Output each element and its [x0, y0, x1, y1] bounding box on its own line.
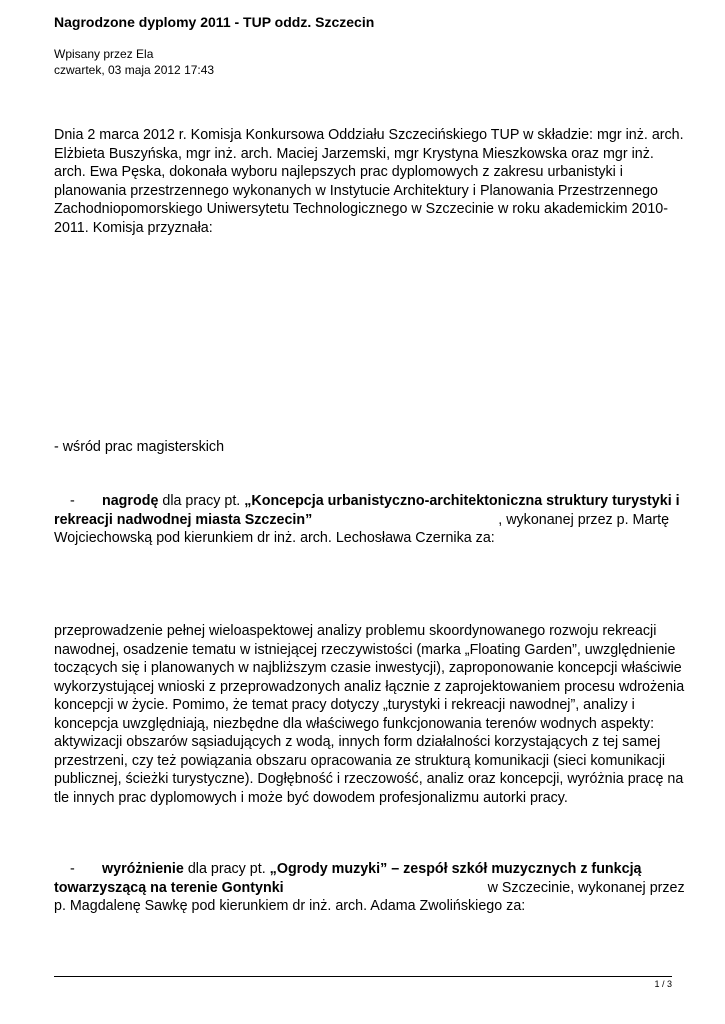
section-heading-masters: - wśród prac magisterskich	[54, 439, 225, 455]
award-work-title: „Ogrody muzyki” – zespół szkół muzycznych z funkcją towarzyszącą na terenie Gontynki	[54, 861, 642, 896]
award-type: wyróżnienie	[102, 861, 184, 877]
intro-paragraph: Dnia 2 marca 2012 r. Komisja Konkursowa Oddziału Szczecińskiego TUP w składzie: mgr inż. arch. Elżbieta Buszyńska, mgr inż. arch. Maciej Jarzemski, mgr Krystyna Mieszkowska oraz mgr inż. arch. Ewa Pęska, dokonała wyboru najlepszych prac dyplomowych z zakresu urbanistyki i planowania przestrzennego wykonanych w Instytucie Architektury i Planowania Przestrzennego Zachodniopomorskiego Uniwersytetu Technologicznego w Szczecinie w roku akademickim 2010-2011. Komisja przyznała:	[54, 127, 684, 236]
page-title: Nagrodzone dyplomy 2011 - TUP oddz. Szczecin	[54, 14, 375, 30]
author-line: Wpisany przez Ela	[54, 47, 154, 61]
award-paragraph-prize	[54, 492, 686, 548]
award-work-title: „Koncepcja urbanistyczno-architektoniczna struktury turystyki i rekreacji nadwodnej miasta Szczecin”	[54, 493, 680, 528]
award-details: , wykonanej przez p. Martę Wojciechowską pod kierunkiem dr inż. arch. Lechosława Czernika za:	[54, 511, 670, 546]
page-number: 1 / 3	[654, 979, 672, 989]
justification-paragraph: przeprowadzenie pełnej wieloaspektowej analizy problemu skoordynowanego rozwoju rekreacji nawodnej, osadzenie tematu w istniejącej rzeczywistości (marka „Floating Garden”, uwzględnienie toczących się i planowanych w najbliższym czasie inwestycji), zaproponowanie koncepcji właściwie wykorzystującej wnioski z przeprowadzonych analiz łącznie z zaprojektowaniem procesu wdrożenia koncepcji w życie. Pomimo, że temat pracy dotyczy „turystyki i rekreacji nawodnej”, analizy i koncepcja uwzględniają, niezbędne dla właściwego funkcjonowania terenów wodnych aspekty: aktywizacji obszarów sąsiadujących z wodą, innych form działalności korzystających z tej samej przestrzeni, czy też powiązania obszaru opracowania ze strukturą komunikacji (sieci komunikacji publicznej, ścieżki turystyczne). Dogłębność i rzeczowość, analiz oraz koncepcji, wyróżnia pracę na tle innych prac dyplomowych i może być dowodem profesjonalizmu autorki pracy.	[54, 623, 685, 806]
footer-divider	[54, 976, 672, 977]
list-dash: -	[70, 861, 75, 877]
award-type: nagrodę	[102, 493, 159, 509]
award-details: w Szczecinie, wykonanej przez p. Magdalenę Sawkę pod kierunkiem dr inż. arch. Adama Zwolińskiego za:	[54, 879, 685, 914]
list-dash: -	[70, 493, 75, 509]
date-line: czwartek, 03 maja 2012 17:43	[54, 63, 215, 77]
award-paragraph-distinction	[54, 860, 686, 916]
award-lead-text: dla pracy pt.	[158, 493, 245, 509]
award-lead-text: dla pracy pt.	[183, 861, 270, 877]
